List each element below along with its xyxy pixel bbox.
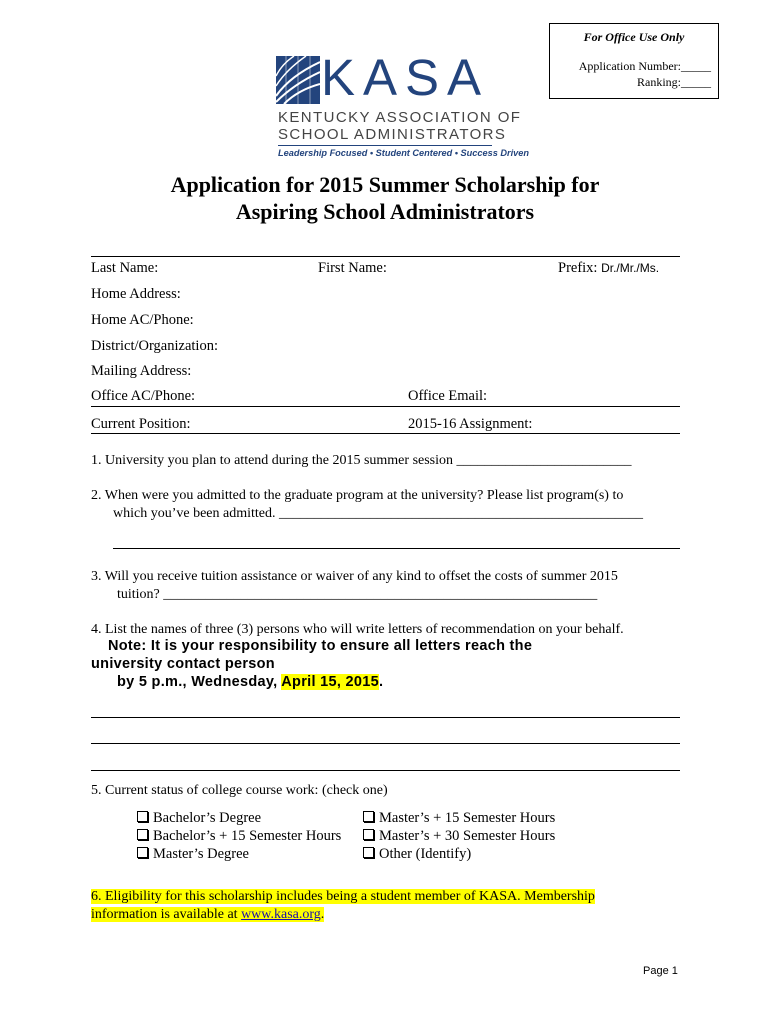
district-label: District/Organization: <box>91 338 218 354</box>
kasa-website-link[interactable]: www.kasa.org <box>241 907 321 922</box>
question-3-line-1: 3. Will you receive tuition assistance or waiver of any kind to offset the costs of summer 2015 <box>91 569 618 584</box>
prefix-label: Prefix: <box>558 260 598 276</box>
option-masters-30[interactable]: Master’s + 30 Semester Hours <box>363 828 555 845</box>
checkbox-icon[interactable] <box>137 847 148 858</box>
option-masters-15[interactable]: Master’s + 15 Semester Hours <box>363 810 555 827</box>
answer-line <box>113 548 680 549</box>
page-title-line-1: Application for 2015 Summer Scholarship for <box>170 172 600 197</box>
eligibility-line-1: 6. Eligibility for this scholarship includes being a student member of KASA. Membership <box>91 889 595 904</box>
home-phone-label: Home AC/Phone: <box>91 312 194 328</box>
question-5: 5. Current status of college course work: (check one) <box>91 783 388 798</box>
question-2-line-1: 2. When were you admitted to the graduate program at the university? Please list program(s) to <box>91 488 624 503</box>
office-email-label: Office Email: <box>408 388 488 404</box>
option-bachelors-15[interactable]: Bachelor’s + 15 Semester Hours <box>137 828 341 845</box>
office-phone-label: Office AC/Phone: <box>91 388 196 404</box>
divider <box>91 256 680 257</box>
option-masters[interactable]: Master’s Degree <box>137 846 249 863</box>
office-use-box <box>549 23 719 99</box>
question-2-line-2: which you’ve been admitted. ____________________________________________________ <box>113 506 644 521</box>
prefix-options: Dr./Mr./Ms. <box>601 261 660 275</box>
logo-line-1: KENTUCKY ASSOCIATION OF <box>278 109 522 126</box>
logo-line-2: SCHOOL ADMINISTRATORS <box>278 126 507 143</box>
note-deadline-text: by 5 p.m., Wednesday, <box>117 674 282 690</box>
divider <box>91 406 680 407</box>
page-title-line-2: Aspiring School Administrators <box>235 199 535 224</box>
checkbox-icon[interactable] <box>363 811 374 822</box>
note-line-2: university contact person <box>91 656 275 672</box>
prefix-field <box>558 260 659 277</box>
checkbox-icon[interactable] <box>363 829 374 840</box>
kasa-wordmark: KASA <box>321 49 490 106</box>
answer-line <box>91 770 680 771</box>
answer-line <box>91 743 680 744</box>
ranking-field: Ranking:_____ <box>637 75 711 89</box>
note-line-1: Note: It is your responsibility to ensure all letters reach the <box>108 638 533 654</box>
current-position-label: Current Position: <box>91 416 191 432</box>
answer-line <box>91 717 680 718</box>
note-period: . <box>378 674 384 690</box>
question-4: 4. List the names of three (3) persons who will write letters of recommendation on your behalf. <box>91 622 624 637</box>
application-number-field: Application Number:_____ <box>578 59 711 73</box>
checkbox-icon[interactable] <box>137 811 148 822</box>
kasa-logo <box>276 49 529 162</box>
kasa-globe-icon <box>276 56 320 104</box>
logo-divider <box>278 145 492 146</box>
mailing-address-label: Mailing Address: <box>91 363 192 379</box>
last-name-label: Last Name: <box>91 260 159 276</box>
eligibility-line-2: information is available at www.kasa.org. <box>91 907 325 922</box>
note-deadline-date: April 15, 2015 <box>281 674 379 690</box>
assignment-label: 2015-16 Assignment: <box>408 416 533 432</box>
office-use-title: For Office Use Only <box>583 30 685 44</box>
page-number: Page 1 <box>643 965 678 977</box>
home-address-label: Home Address: <box>91 286 181 302</box>
first-name-label: First Name: <box>318 260 387 276</box>
checkbox-icon[interactable] <box>363 847 374 858</box>
option-other[interactable]: Other (Identify) <box>363 846 471 863</box>
divider <box>91 433 680 434</box>
note-line-3 <box>117 674 383 690</box>
question-1: 1. University you plan to attend during the 2015 summer session _________________________ <box>91 453 632 468</box>
checkbox-icon[interactable] <box>137 829 148 840</box>
question-3-line-2: tuition? ______________________________________________________________ <box>117 587 598 602</box>
logo-tagline: Leadership Focused • Student Centered • Success Driven <box>278 148 529 158</box>
option-bachelors[interactable]: Bachelor’s Degree <box>137 810 261 827</box>
